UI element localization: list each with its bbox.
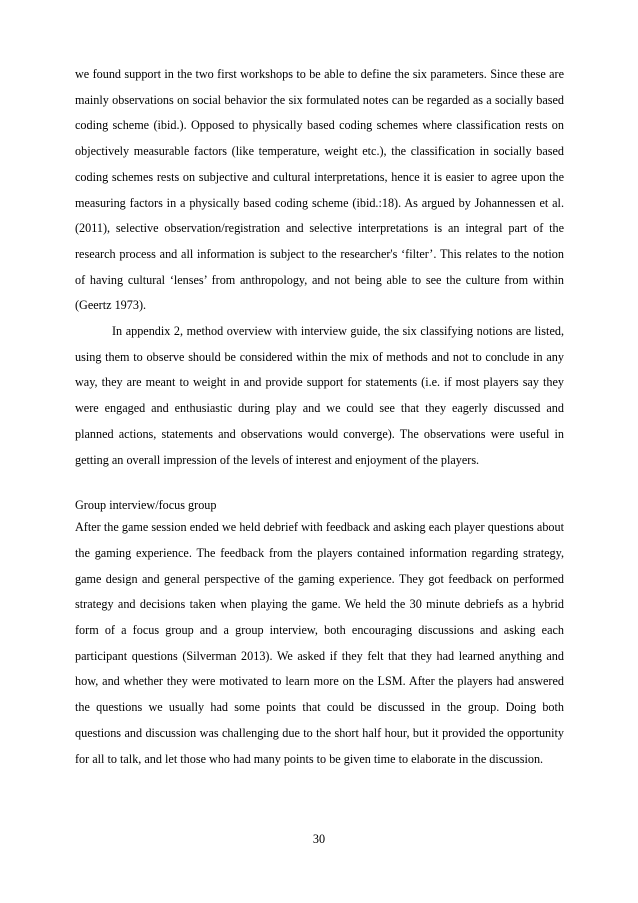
paragraph-spacer bbox=[75, 473, 564, 495]
paragraph-group-interview: After the game session ended we held debrief with feedback and asking each player questions about the gaming experience. The feedback from the players contained information regarding strategy, game design and general perspective of the gaming experience. They got feedback on performed strategy and decisions taken when playing the game. We held the 30 minute debriefs as a hybrid form of a focus group and a group interview, both encouraging discussions and asking each participant questions (Silverman 2013). We asked if they felt that they had learned anything and how, and whether they were motivated to learn more on the LSM. After the players had answered the questions we usually had some points that could be discussed in the group. Doing both questions and discussion was challenging due to the short half hour, but it provided the opportunity for all to talk, and let those who had many points to be given time to elaborate in the discussion. bbox=[75, 520, 564, 766]
paragraph-appendix-method: In appendix 2, method overview with interview guide, the six classifying notions are listed, using them to observe should be considered within the mix of methods and not to conclude in any way, they are meant to weight in and provide support for statements (i.e. if most players say they were engaged and enthusiastic during play and we could see that they eagerly discussed and planned actions, statements and observations would converge). The observations were useful in getting an overall impression of the levels of interest and enjoyment of the players. bbox=[75, 324, 564, 467]
section-heading: Group interview/focus group bbox=[75, 498, 217, 513]
paragraph-coding-scheme: we found support in the two first workshops to be able to define the six parameters. Since these are mainly observations on social behavior the six formulated notes can be regarded as a socially based coding scheme (ibid.). Opposed to physically based coding schemes where classification rests on objectively measurable factors (like temperature, weight etc.), the classification in socially based coding schemes rests on subjective and cultural interpretations, hence it is easier to agree upon the measuring factors in a physically based coding scheme (ibid.:18). As argued by Johannessen et al. (2011), selective observation/registration and selective interpretations is an integral part of the research process and all information is subject to the researcher's ‘filter’. This relates to the notion of having cultural ‘lenses’ from anthropology, and not being able to see the culture from within (Geertz 1973). bbox=[75, 67, 564, 313]
page-number: 30 bbox=[312, 832, 326, 846]
document-page bbox=[75, 62, 564, 772]
